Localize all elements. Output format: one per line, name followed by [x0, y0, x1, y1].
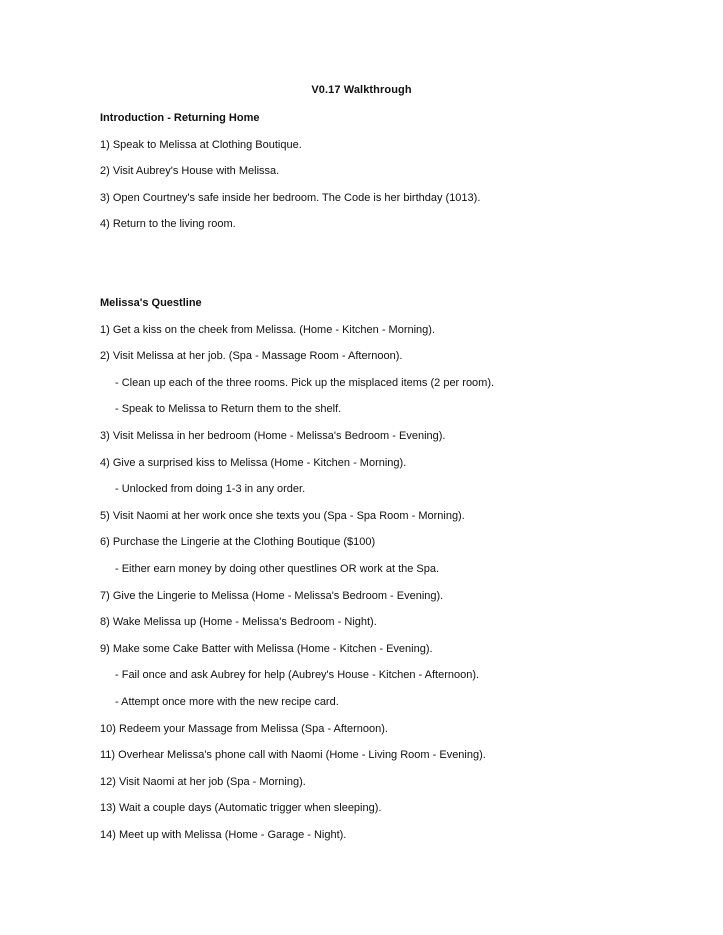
- step-item: 3) Visit Melissa in her bedroom (Home - Melissa's Bedroom - Evening).: [100, 429, 446, 442]
- step-item: 5) Visit Naomi at her work once she texts you (Spa - Spa Room - Morning).: [100, 509, 465, 522]
- step-list: [100, 322, 700, 843]
- sub-step-item: - Speak to Melissa to Return them to the shelf.: [115, 403, 342, 416]
- step-item: 9) Make some Cake Batter with Melissa (Home - Kitchen - Evening).: [100, 642, 433, 655]
- document-title: V0.17 Walkthrough: [311, 84, 412, 96]
- step-item: 6) Purchase the Lingerie at the Clothing Boutique ($100): [100, 536, 376, 549]
- step-item: 2) Visit Aubrey's House with Melissa.: [100, 165, 280, 178]
- step-item: 11) Overhear Melissa's phone call with Naomi (Home - Living Room - Evening).: [100, 749, 486, 762]
- section-melissa-questline: [100, 295, 700, 843]
- sub-step-item: - Either earn money by doing other questlines OR work at the Spa.: [115, 562, 440, 575]
- section-heading: Introduction - Returning Home: [100, 112, 260, 124]
- step-item: 4) Return to the living room.: [100, 218, 236, 231]
- step-item: 14) Meet up with Melissa (Home - Garage - Night).: [100, 828, 347, 841]
- step-item: 12) Visit Naomi at her job (Spa - Morning).: [100, 775, 306, 788]
- step-list: [100, 137, 700, 233]
- step-item: 8) Wake Melissa up (Home - Melissa's Bedroom - Night).: [100, 616, 377, 629]
- sub-step-item: - Clean up each of the three rooms. Pick up the misplaced items (2 per room).: [115, 376, 495, 389]
- step-item: 1) Get a kiss on the cheek from Melissa. (Home - Kitchen - Morning).: [100, 323, 436, 336]
- step-item: 4) Give a surprised kiss to Melissa (Home - Kitchen - Morning).: [100, 456, 407, 469]
- step-item: 1) Speak to Melissa at Clothing Boutique.: [100, 138, 302, 151]
- step-item: 10) Redeem your Massage from Melissa (Spa - Afternoon).: [100, 722, 388, 735]
- section-heading: Melissa's Questline: [100, 297, 202, 309]
- sub-step-item: - Unlocked from doing 1-3 in any order.: [115, 483, 306, 496]
- step-item: 3) Open Courtney's safe inside her bedroom. The Code is her birthday (1013).: [100, 191, 481, 204]
- step-item: 2) Visit Melissa at her job. (Spa - Massage Room - Afternoon).: [100, 350, 403, 363]
- step-item: 7) Give the Lingerie to Melissa (Home - Melissa's Bedroom - Evening).: [100, 589, 444, 602]
- section-introduction: [100, 110, 700, 232]
- step-item: 13) Wait a couple days (Automatic trigger when sleeping).: [100, 802, 382, 815]
- sub-step-item: - Attempt once more with the new recipe card.: [115, 695, 339, 708]
- sub-step-item: - Fail once and ask Aubrey for help (Aubrey's House - Kitchen - Afternoon).: [115, 669, 480, 682]
